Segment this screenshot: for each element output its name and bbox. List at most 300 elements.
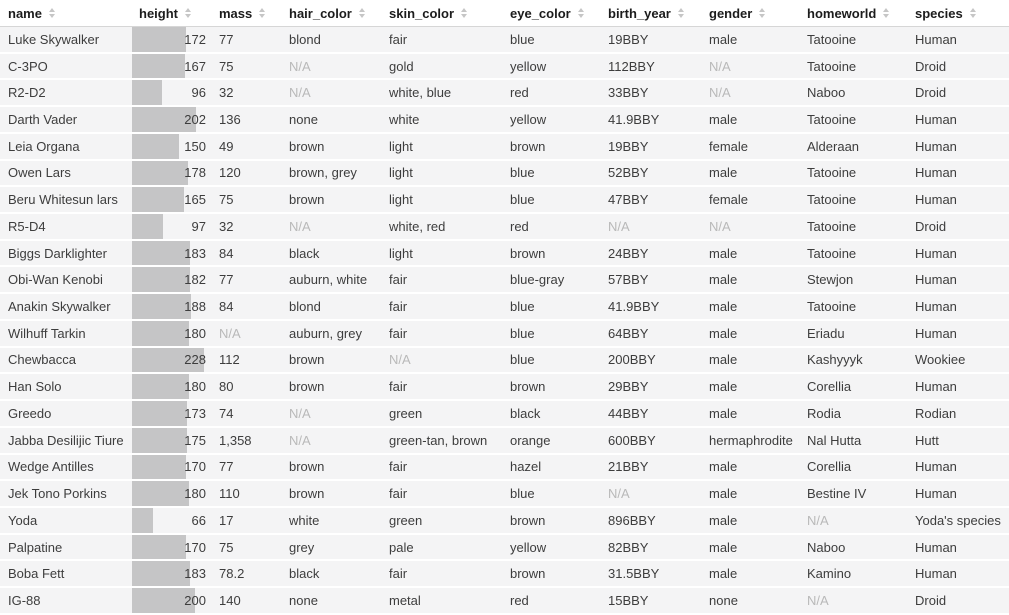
cell-skin_color: N/A — [381, 348, 502, 375]
table-row — [0, 508, 1009, 535]
cell-mass: 49 — [211, 134, 281, 161]
height-bar — [132, 321, 189, 346]
cell-homeworld: Corellia — [799, 455, 907, 482]
cell-species: Human — [907, 134, 1009, 161]
column-label-species: species — [915, 5, 963, 21]
cell-species: Human — [907, 374, 1009, 401]
cell-birth_year: 29BBY — [600, 374, 701, 401]
cell-mass: 80 — [211, 374, 281, 401]
column-label-name: name — [8, 5, 42, 21]
cell-hair_color: N/A — [281, 428, 381, 455]
cell-skin_color: fair — [381, 481, 502, 508]
cell-birth_year: 52BBY — [600, 161, 701, 188]
cell-height — [131, 241, 211, 268]
height-bar — [132, 27, 186, 52]
cell-hair_color: auburn, white — [281, 267, 381, 294]
cell-mass: 75 — [211, 54, 281, 81]
cell-skin_color: white — [381, 107, 502, 134]
cell-species: Human — [907, 294, 1009, 321]
sort-icon[interactable] — [578, 8, 584, 18]
cell-height — [131, 80, 211, 107]
cell-mass: 32 — [211, 214, 281, 241]
cell-species: Human — [907, 561, 1009, 588]
height-bar — [132, 535, 186, 560]
cell-height — [131, 321, 211, 348]
cell-name: Luke Skywalker — [0, 27, 131, 54]
cell-hair_color: auburn, grey — [281, 321, 381, 348]
height-value: 97 — [191, 218, 206, 234]
cell-birth_year: 41.9BBY — [600, 107, 701, 134]
cell-birth_year: 64BBY — [600, 321, 701, 348]
height-value: 173 — [184, 405, 206, 421]
cell-height — [131, 27, 211, 54]
table-row — [0, 27, 1009, 54]
table-row — [0, 107, 1009, 134]
height-value: 188 — [184, 299, 206, 315]
cell-homeworld: Tatooine — [799, 161, 907, 188]
sort-icon[interactable] — [678, 8, 684, 18]
cell-hair_color: N/A — [281, 214, 381, 241]
height-bar — [132, 134, 179, 159]
cell-skin_color: white, red — [381, 214, 502, 241]
height-bar — [132, 561, 190, 586]
table-row — [0, 588, 1009, 615]
cell-hair_color: brown — [281, 187, 381, 214]
cell-name: R2-D2 — [0, 80, 131, 107]
cell-height — [131, 481, 211, 508]
height-value: 175 — [184, 432, 206, 448]
table-row — [0, 187, 1009, 214]
height-bar — [132, 455, 186, 480]
cell-skin_color: gold — [381, 54, 502, 81]
sort-descending-arrow-icon — [185, 14, 191, 18]
cell-species: Droid — [907, 214, 1009, 241]
cell-mass: 75 — [211, 535, 281, 562]
cell-species: Human — [907, 107, 1009, 134]
cell-birth_year: 896BBY — [600, 508, 701, 535]
column-header-gender[interactable] — [701, 0, 799, 27]
cell-eye_color: brown — [502, 508, 600, 535]
cell-homeworld: Alderaan — [799, 134, 907, 161]
cell-homeworld: Naboo — [799, 80, 907, 107]
cell-height — [131, 294, 211, 321]
height-value: 170 — [184, 539, 206, 555]
cell-mass: 77 — [211, 27, 281, 54]
cell-species: Human — [907, 455, 1009, 482]
sort-ascending-arrow-icon — [578, 8, 584, 12]
cell-species: Human — [907, 267, 1009, 294]
sort-descending-arrow-icon — [578, 14, 584, 18]
table-row — [0, 161, 1009, 188]
cell-skin_color: green — [381, 508, 502, 535]
cell-mass: 110 — [211, 481, 281, 508]
cell-name: Owen Lars — [0, 161, 131, 188]
cell-skin_color: light — [381, 134, 502, 161]
cell-height — [131, 561, 211, 588]
cell-mass: 112 — [211, 348, 281, 375]
sort-ascending-arrow-icon — [883, 8, 889, 12]
cell-eye_color: brown — [502, 134, 600, 161]
column-header-hair_color[interactable] — [281, 0, 381, 27]
cell-mass: 32 — [211, 80, 281, 107]
cell-hair_color: none — [281, 588, 381, 615]
height-bar — [132, 428, 187, 453]
cell-name: Leia Organa — [0, 134, 131, 161]
cell-hair_color: white — [281, 508, 381, 535]
height-bar — [132, 374, 189, 399]
sort-icon[interactable] — [759, 8, 765, 18]
cell-homeworld: Tatooine — [799, 107, 907, 134]
cell-hair_color: N/A — [281, 54, 381, 81]
cell-species: Droid — [907, 588, 1009, 615]
sort-icon[interactable] — [461, 8, 467, 18]
sort-ascending-arrow-icon — [461, 8, 467, 12]
height-bar — [132, 187, 184, 212]
cell-eye_color: yellow — [502, 54, 600, 81]
sort-ascending-arrow-icon — [970, 8, 976, 12]
cell-birth_year: 21BBY — [600, 455, 701, 482]
height-bar — [132, 267, 190, 292]
sort-icon[interactable] — [883, 8, 889, 18]
cell-gender: male — [701, 267, 799, 294]
cell-gender: male — [701, 294, 799, 321]
column-label-eye_color: eye_color — [510, 5, 571, 21]
cell-birth_year: 19BBY — [600, 27, 701, 54]
cell-birth_year: 112BBY — [600, 54, 701, 81]
column-label-hair_color: hair_color — [289, 5, 352, 21]
cell-species: Wookiee — [907, 348, 1009, 375]
cell-birth_year: 15BBY — [600, 588, 701, 615]
cell-eye_color: brown — [502, 241, 600, 268]
cell-eye_color: black — [502, 401, 600, 428]
column-header-height[interactable] — [131, 0, 211, 27]
sort-icon[interactable] — [359, 8, 365, 18]
table-row — [0, 241, 1009, 268]
cell-skin_color: light — [381, 187, 502, 214]
cell-height — [131, 54, 211, 81]
cell-birth_year: 600BBY — [600, 428, 701, 455]
column-label-height: height — [139, 5, 178, 21]
cell-skin_color: fair — [381, 374, 502, 401]
column-header-mass[interactable] — [211, 0, 281, 27]
cell-species: Droid — [907, 80, 1009, 107]
column-header-eye_color[interactable] — [502, 0, 600, 27]
height-value: 96 — [191, 85, 206, 101]
cell-gender: male — [701, 508, 799, 535]
table-row — [0, 134, 1009, 161]
cell-mass: 140 — [211, 588, 281, 615]
height-value: 228 — [184, 352, 206, 368]
cell-skin_color: light — [381, 161, 502, 188]
cell-species: Human — [907, 187, 1009, 214]
sort-descending-arrow-icon — [259, 14, 265, 18]
column-header-homeworld[interactable] — [799, 0, 907, 27]
cell-name: Han Solo — [0, 374, 131, 401]
cell-species: Droid — [907, 54, 1009, 81]
column-header-birth_year[interactable] — [600, 0, 701, 27]
table-row — [0, 455, 1009, 482]
sort-descending-arrow-icon — [49, 14, 55, 18]
sort-icon[interactable] — [970, 8, 976, 18]
cell-name: Boba Fett — [0, 561, 131, 588]
cell-mass: 120 — [211, 161, 281, 188]
cell-name: Biggs Darklighter — [0, 241, 131, 268]
cell-height — [131, 401, 211, 428]
cell-height — [131, 134, 211, 161]
column-header-name[interactable] — [0, 0, 131, 27]
cell-species: Human — [907, 161, 1009, 188]
cell-species: Human — [907, 321, 1009, 348]
cell-gender: female — [701, 187, 799, 214]
cell-mass: N/A — [211, 321, 281, 348]
cell-species: Human — [907, 481, 1009, 508]
cell-eye_color: blue — [502, 348, 600, 375]
table-row — [0, 374, 1009, 401]
table-header — [0, 0, 1009, 27]
cell-eye_color: blue — [502, 321, 600, 348]
table-row — [0, 267, 1009, 294]
cell-eye_color: blue — [502, 161, 600, 188]
cell-name: C-3PO — [0, 54, 131, 81]
cell-homeworld: Tatooine — [799, 187, 907, 214]
cell-mass: 74 — [211, 401, 281, 428]
height-value: 172 — [184, 31, 206, 47]
sort-ascending-arrow-icon — [49, 8, 55, 12]
cell-hair_color: none — [281, 107, 381, 134]
cell-homeworld: Rodia — [799, 401, 907, 428]
cell-height — [131, 214, 211, 241]
table-row — [0, 54, 1009, 81]
cell-eye_color: blue-gray — [502, 267, 600, 294]
cell-birth_year: 200BBY — [600, 348, 701, 375]
cell-height — [131, 267, 211, 294]
cell-mass: 1,358 — [211, 428, 281, 455]
sort-icon[interactable] — [259, 8, 265, 18]
cell-skin_color: fair — [381, 561, 502, 588]
cell-gender: male — [701, 161, 799, 188]
cell-mass: 77 — [211, 455, 281, 482]
cell-skin_color: fair — [381, 294, 502, 321]
cell-gender: none — [701, 588, 799, 615]
cell-hair_color: brown, grey — [281, 161, 381, 188]
height-value: 183 — [184, 245, 206, 261]
cell-birth_year: N/A — [600, 214, 701, 241]
cell-name: Obi-Wan Kenobi — [0, 267, 131, 294]
height-bar — [132, 241, 190, 266]
cell-mass: 136 — [211, 107, 281, 134]
table-row — [0, 80, 1009, 107]
cell-gender: male — [701, 241, 799, 268]
table-row — [0, 481, 1009, 508]
column-label-mass: mass — [219, 5, 253, 21]
cell-homeworld: Nal Hutta — [799, 428, 907, 455]
sort-icon[interactable] — [185, 8, 191, 18]
cell-height — [131, 161, 211, 188]
cell-name: R5-D4 — [0, 214, 131, 241]
cell-name: Palpatine — [0, 535, 131, 562]
height-bar — [132, 401, 187, 426]
cell-birth_year: 24BBY — [600, 241, 701, 268]
cell-height — [131, 588, 211, 615]
cell-homeworld: N/A — [799, 588, 907, 615]
table-row — [0, 214, 1009, 241]
cell-homeworld: Stewjon — [799, 267, 907, 294]
cell-name: Jek Tono Porkins — [0, 481, 131, 508]
sort-descending-arrow-icon — [970, 14, 976, 18]
cell-gender: male — [701, 401, 799, 428]
cell-homeworld: Tatooine — [799, 241, 907, 268]
cell-skin_color: metal — [381, 588, 502, 615]
cell-birth_year: 31.5BBY — [600, 561, 701, 588]
height-bar — [132, 481, 189, 506]
cell-birth_year: 57BBY — [600, 267, 701, 294]
cell-hair_color: brown — [281, 348, 381, 375]
cell-name: Wilhuff Tarkin — [0, 321, 131, 348]
cell-birth_year: 41.9BBY — [600, 294, 701, 321]
cell-height — [131, 348, 211, 375]
height-value: 150 — [184, 138, 206, 154]
sort-ascending-arrow-icon — [259, 8, 265, 12]
cell-homeworld: Kashyyyk — [799, 348, 907, 375]
cell-homeworld: Eriadu — [799, 321, 907, 348]
cell-gender: male — [701, 107, 799, 134]
cell-species: Rodian — [907, 401, 1009, 428]
cell-skin_color: fair — [381, 27, 502, 54]
cell-birth_year: 44BBY — [600, 401, 701, 428]
height-value: 200 — [184, 593, 206, 609]
cell-height — [131, 107, 211, 134]
cell-hair_color: N/A — [281, 401, 381, 428]
cell-hair_color: blond — [281, 294, 381, 321]
table-row — [0, 294, 1009, 321]
column-label-skin_color: skin_color — [389, 5, 455, 21]
cell-eye_color: blue — [502, 187, 600, 214]
cell-homeworld: Kamino — [799, 561, 907, 588]
cell-hair_color: brown — [281, 481, 381, 508]
cell-species: Hutt — [907, 428, 1009, 455]
cell-hair_color: N/A — [281, 80, 381, 107]
table-row — [0, 535, 1009, 562]
column-header-species[interactable] — [907, 0, 1009, 27]
cell-name: Wedge Antilles — [0, 455, 131, 482]
cell-birth_year: 33BBY — [600, 80, 701, 107]
height-value: 202 — [184, 112, 206, 128]
column-label-birth_year: birth_year — [608, 5, 671, 21]
cell-homeworld: Bestine IV — [799, 481, 907, 508]
height-value: 66 — [191, 512, 206, 528]
cell-name: Darth Vader — [0, 107, 131, 134]
height-value: 165 — [184, 192, 206, 208]
height-value: 167 — [184, 58, 206, 74]
cell-mass: 84 — [211, 294, 281, 321]
cell-hair_color: brown — [281, 374, 381, 401]
cell-gender: female — [701, 134, 799, 161]
cell-eye_color: orange — [502, 428, 600, 455]
cell-hair_color: blond — [281, 27, 381, 54]
cell-homeworld: Tatooine — [799, 54, 907, 81]
cell-gender: N/A — [701, 80, 799, 107]
table-row — [0, 401, 1009, 428]
cell-name: IG-88 — [0, 588, 131, 615]
cell-gender: male — [701, 348, 799, 375]
sort-ascending-arrow-icon — [185, 8, 191, 12]
cell-birth_year: 19BBY — [600, 134, 701, 161]
header-row — [0, 0, 1009, 27]
cell-eye_color: red — [502, 588, 600, 615]
sort-descending-arrow-icon — [678, 14, 684, 18]
cell-eye_color: yellow — [502, 535, 600, 562]
cell-eye_color: red — [502, 80, 600, 107]
cell-name: Chewbacca — [0, 348, 131, 375]
cell-skin_color: pale — [381, 535, 502, 562]
table-row — [0, 561, 1009, 588]
cell-skin_color: fair — [381, 267, 502, 294]
sort-descending-arrow-icon — [759, 14, 765, 18]
cell-name: Jabba Desilijic Tiure — [0, 428, 131, 455]
cell-gender: male — [701, 535, 799, 562]
column-header-skin_color[interactable] — [381, 0, 502, 27]
cell-name: Anakin Skywalker — [0, 294, 131, 321]
cell-species: Human — [907, 535, 1009, 562]
cell-homeworld: Tatooine — [799, 294, 907, 321]
cell-eye_color: blue — [502, 481, 600, 508]
cell-mass: 75 — [211, 187, 281, 214]
cell-hair_color: black — [281, 241, 381, 268]
height-value: 180 — [184, 325, 206, 341]
cell-skin_color: green-tan, brown — [381, 428, 502, 455]
table-row — [0, 428, 1009, 455]
cell-skin_color: green — [381, 401, 502, 428]
cell-height — [131, 374, 211, 401]
cell-hair_color: brown — [281, 134, 381, 161]
sort-descending-arrow-icon — [359, 14, 365, 18]
cell-gender: N/A — [701, 54, 799, 81]
height-bar — [132, 54, 185, 79]
column-label-homeworld: homeworld — [807, 5, 877, 21]
sort-descending-arrow-icon — [461, 14, 467, 18]
cell-height — [131, 428, 211, 455]
sort-icon[interactable] — [49, 8, 55, 18]
cell-eye_color: blue — [502, 27, 600, 54]
cell-mass: 77 — [211, 267, 281, 294]
table-body — [0, 27, 1009, 615]
cell-homeworld: Naboo — [799, 535, 907, 562]
cell-name: Beru Whitesun lars — [0, 187, 131, 214]
sort-ascending-arrow-icon — [759, 8, 765, 12]
cell-hair_color: black — [281, 561, 381, 588]
cell-eye_color: brown — [502, 561, 600, 588]
cell-birth_year: 47BBY — [600, 187, 701, 214]
cell-hair_color: brown — [281, 455, 381, 482]
cell-gender: male — [701, 455, 799, 482]
height-bar — [132, 214, 163, 239]
cell-skin_color: light — [381, 241, 502, 268]
table-row — [0, 321, 1009, 348]
cell-mass: 78.2 — [211, 561, 281, 588]
height-value: 180 — [184, 486, 206, 502]
cell-gender: male — [701, 321, 799, 348]
cell-eye_color: blue — [502, 294, 600, 321]
height-value: 183 — [184, 566, 206, 582]
cell-gender: male — [701, 481, 799, 508]
cell-name: Greedo — [0, 401, 131, 428]
height-bar — [132, 161, 188, 186]
cell-height — [131, 455, 211, 482]
cell-skin_color: fair — [381, 455, 502, 482]
cell-species: Yoda's species — [907, 508, 1009, 535]
height-value: 180 — [184, 379, 206, 395]
cell-gender: male — [701, 27, 799, 54]
